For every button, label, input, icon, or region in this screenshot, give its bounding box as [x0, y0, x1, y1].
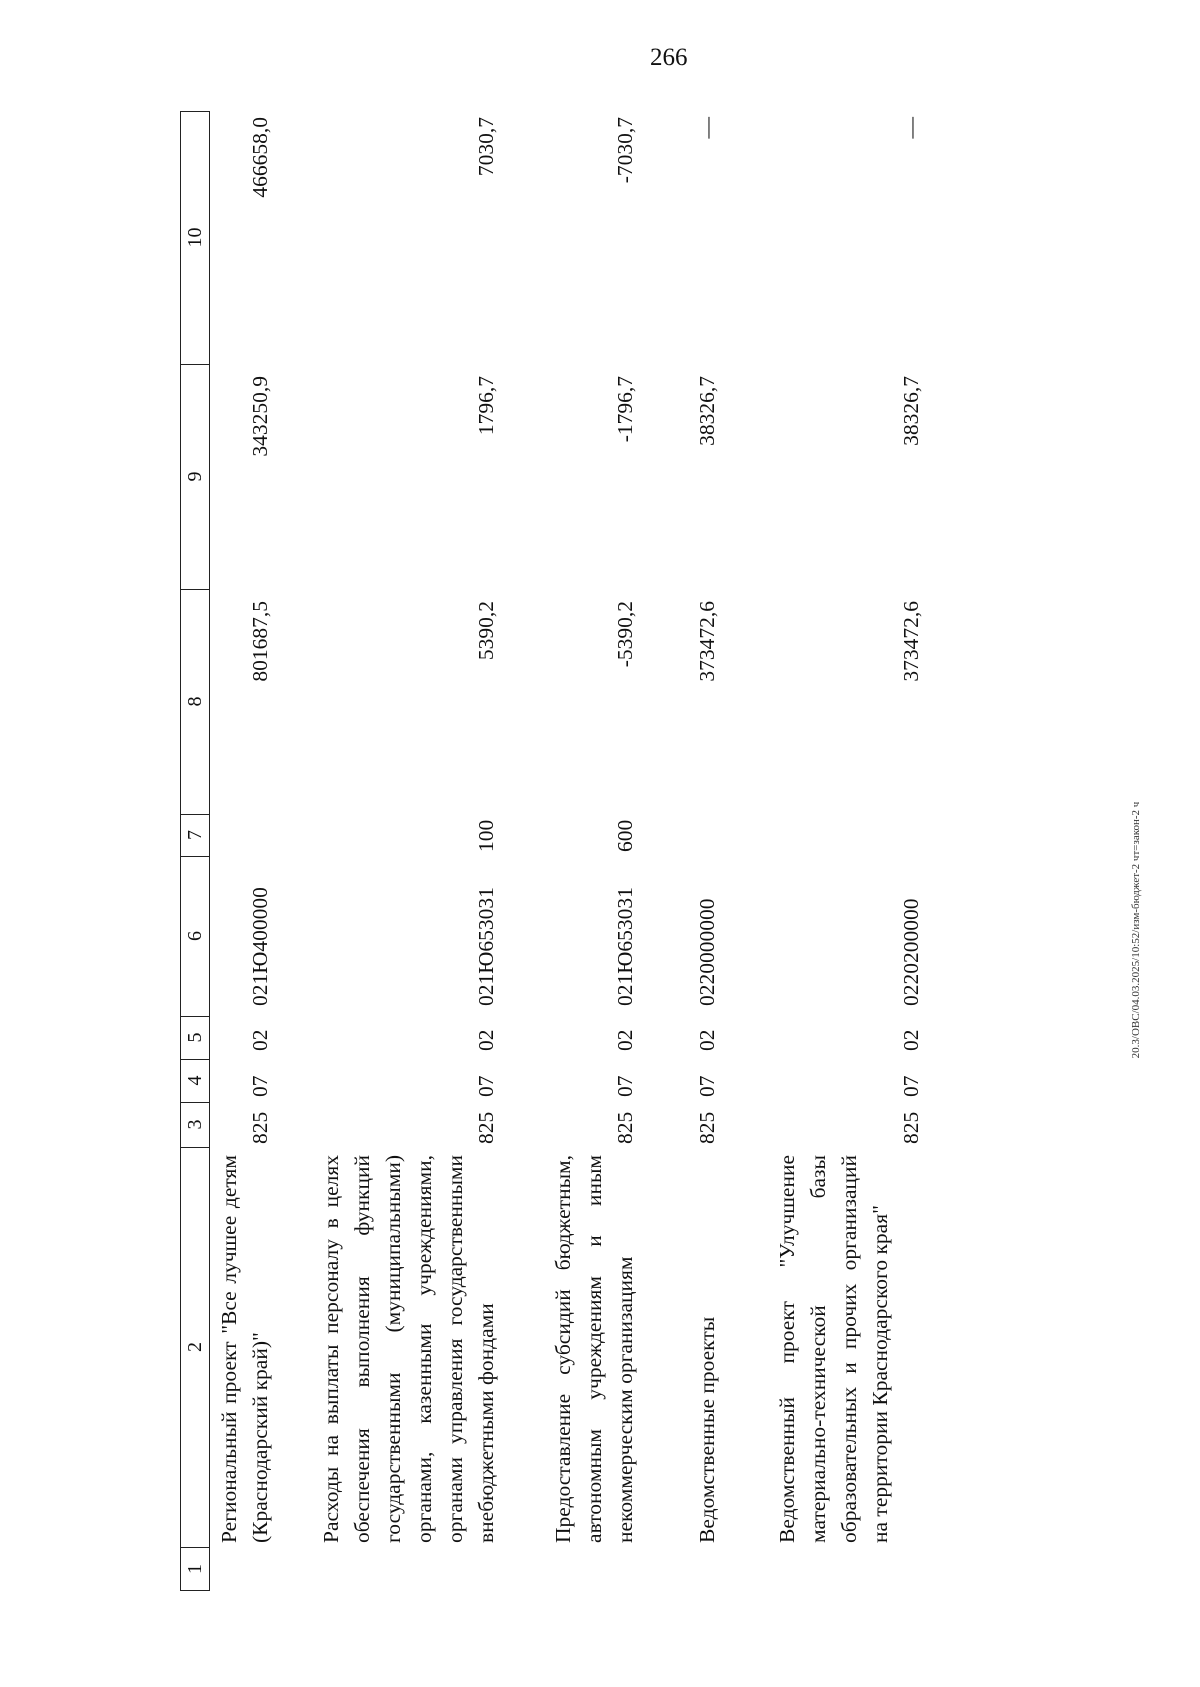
row-code-3: 825 — [899, 1111, 923, 1144]
row-value-9: 38326,7 — [695, 376, 719, 446]
rotated-budget-table — [180, 111, 1180, 1591]
table-header — [180, 111, 210, 1591]
row-code-4: 07 — [248, 1075, 272, 1097]
row-code-4: 07 — [899, 1075, 923, 1097]
row-code-3: 825 — [474, 1111, 498, 1144]
header-col-2: 2 — [181, 1147, 209, 1548]
row-code-5: 02 — [248, 1029, 272, 1051]
row-code-5: 02 — [899, 1029, 923, 1051]
row-value-10: — — [695, 117, 719, 139]
row-value-10: — — [899, 117, 923, 139]
header-col-8: 8 — [181, 589, 209, 815]
row-value-10: -7030,7 — [613, 117, 637, 184]
document-footer-code: 20.3/ОВС/04.03.2025/10:52/изм-бюджет-2 чт=закон-2 ч — [1130, 801, 1142, 1059]
row-code-3: 825 — [613, 1111, 637, 1144]
row-description: Расходы на выплаты персоналу в целях обеспечения выполнения функций государственными (муниципальными) органами, казенными учреждениями, органами управления государственными внебюджетными фондами — [319, 1155, 498, 1543]
row-code-6: 0220000000 — [695, 898, 719, 1006]
row-description: Ведомственный проект "Улучшение материально-технической базы образовательных и прочих организаций на территории Краснодарского края" — [775, 1155, 892, 1543]
row-value-8: 5390,2 — [474, 601, 498, 661]
row-code-6: 021Ю653031 — [613, 887, 637, 1006]
row-code-3: 825 — [248, 1111, 272, 1144]
header-col-4: 4 — [181, 1059, 209, 1103]
row-code-4: 07 — [613, 1075, 637, 1097]
row-code-5: 02 — [613, 1029, 637, 1051]
row-code-6: 021Ю400000 — [248, 887, 272, 1006]
header-col-6: 6 — [181, 856, 209, 1017]
row-value-10: 7030,7 — [474, 117, 498, 177]
row-code-7: 600 — [613, 819, 637, 852]
row-value-9: -1796,7 — [613, 376, 637, 443]
row-value-10: 466658,0 — [248, 117, 272, 198]
header-col-9: 9 — [181, 364, 209, 590]
row-value-8: 373472,6 — [899, 601, 923, 682]
row-code-6: 0220200000 — [899, 898, 923, 1006]
row-value-8: -5390,2 — [613, 601, 637, 668]
row-value-8: 801687,5 — [248, 601, 272, 682]
row-code-3: 825 — [695, 1111, 719, 1144]
header-col-7: 7 — [181, 814, 209, 857]
row-code-7: 100 — [474, 819, 498, 852]
row-value-8: 373472,6 — [695, 601, 719, 682]
row-value-9: 343250,9 — [248, 376, 272, 457]
row-code-4: 07 — [474, 1075, 498, 1097]
row-code-6: 021Ю653031 — [474, 887, 498, 1006]
row-value-9: 1796,7 — [474, 376, 498, 436]
header-col-1: 1 — [184, 1564, 206, 1574]
row-code-4: 07 — [695, 1075, 719, 1097]
row-description: Предоставление субсидий бюджетным, автономным учреждениям и иным некоммерческим организациям — [551, 1155, 637, 1543]
header-col-10: 10 — [181, 111, 209, 365]
row-description: Ведомственные проекты — [695, 1316, 719, 1543]
row-description: Региональный проект "Все лучшее детям (Краснодарский край)" — [217, 1155, 272, 1543]
row-code-5: 02 — [695, 1029, 719, 1051]
row-code-5: 02 — [474, 1029, 498, 1051]
header-col-5: 5 — [181, 1016, 209, 1060]
page-number: 266 — [650, 44, 688, 71]
header-col-3: 3 — [181, 1102, 209, 1148]
row-value-9: 38326,7 — [899, 376, 923, 446]
